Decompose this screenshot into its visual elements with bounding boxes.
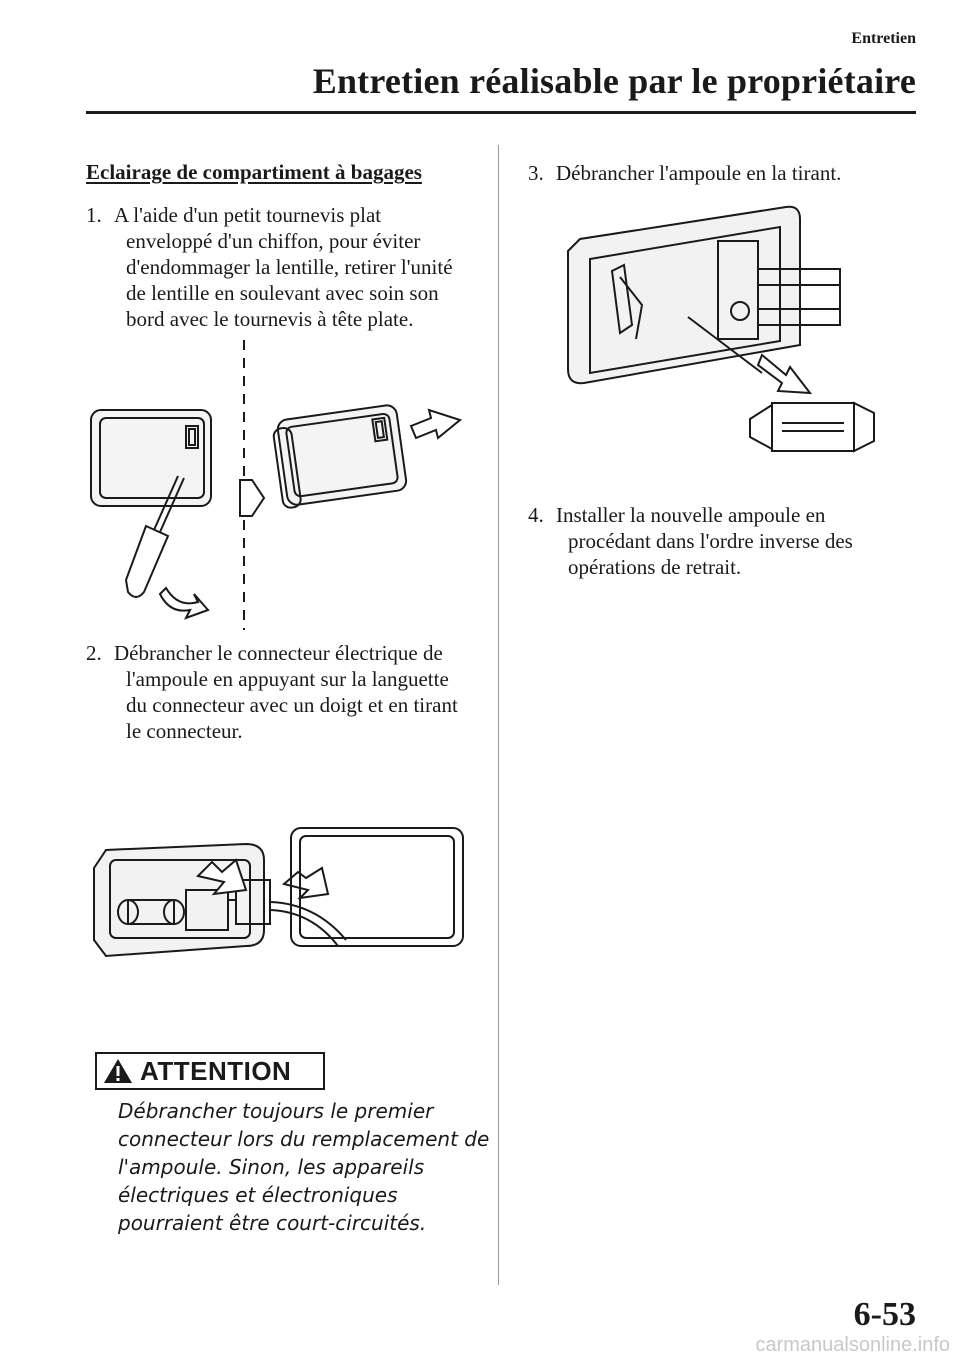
step-line: bord avec le tournevis à tête plate. [126,307,414,331]
attention-line: électriques et électroniques [118,1183,398,1207]
step-line: Installer la nouvelle ampoule en [556,503,826,527]
attention-line: pourraient être court-circuités. [118,1211,427,1235]
attention-text [118,1097,489,1237]
bulb-removal-illustration [560,205,880,455]
column-divider [498,145,499,1285]
step-line: d'endommager la lentille, retirer l'unité [126,255,453,279]
page-title: Entretien réalisable par le propriétaire [312,61,916,101]
attention-line: connecteur lors du remplacement de [118,1127,490,1151]
step-number: 1. [86,203,102,227]
attention-line: l'ampoule. Sinon, les appareils [118,1155,425,1179]
attention-line: Débrancher toujours le premier [118,1099,434,1123]
step-line: Débrancher l'ampoule en la tirant. [556,161,842,185]
step-line: de lentille en soulevant avec soin son [126,281,439,305]
step-line: enveloppé d'un chiffon, pour éviter [126,229,421,253]
footer-watermark: carmanualsonline.info [755,1334,950,1356]
header-section: Entretien [851,30,916,47]
warning-triangle-icon [102,1057,134,1085]
step-text [556,502,853,580]
step-text [114,202,453,332]
step-number: 3. [528,161,544,185]
step-line: du connecteur avec un doigt et en tirant [126,693,458,717]
header-rule [86,111,916,114]
step-number: 4. [528,503,544,527]
connector-removal-illustration [86,820,476,970]
step-line: procédant dans l'ordre inverse des [568,529,853,553]
step-line: le connecteur. [126,719,243,743]
step-number: 2. [86,641,102,665]
section-heading: Eclairage de compartiment à bagages [86,160,422,184]
step-line: l'ampoule en appuyant sur la languette [126,667,449,691]
step-line: A l'aide d'un petit tournevis plat [114,203,382,227]
step-line: opérations de retrait. [568,555,742,579]
attention-label: ATTENTION [140,1056,292,1086]
step-line: Débrancher le connecteur électrique de [114,641,443,665]
step-text [114,640,458,744]
lens-removal-illustration [86,340,486,630]
page-number: 6-53 [853,1296,916,1333]
step-text [556,160,841,186]
